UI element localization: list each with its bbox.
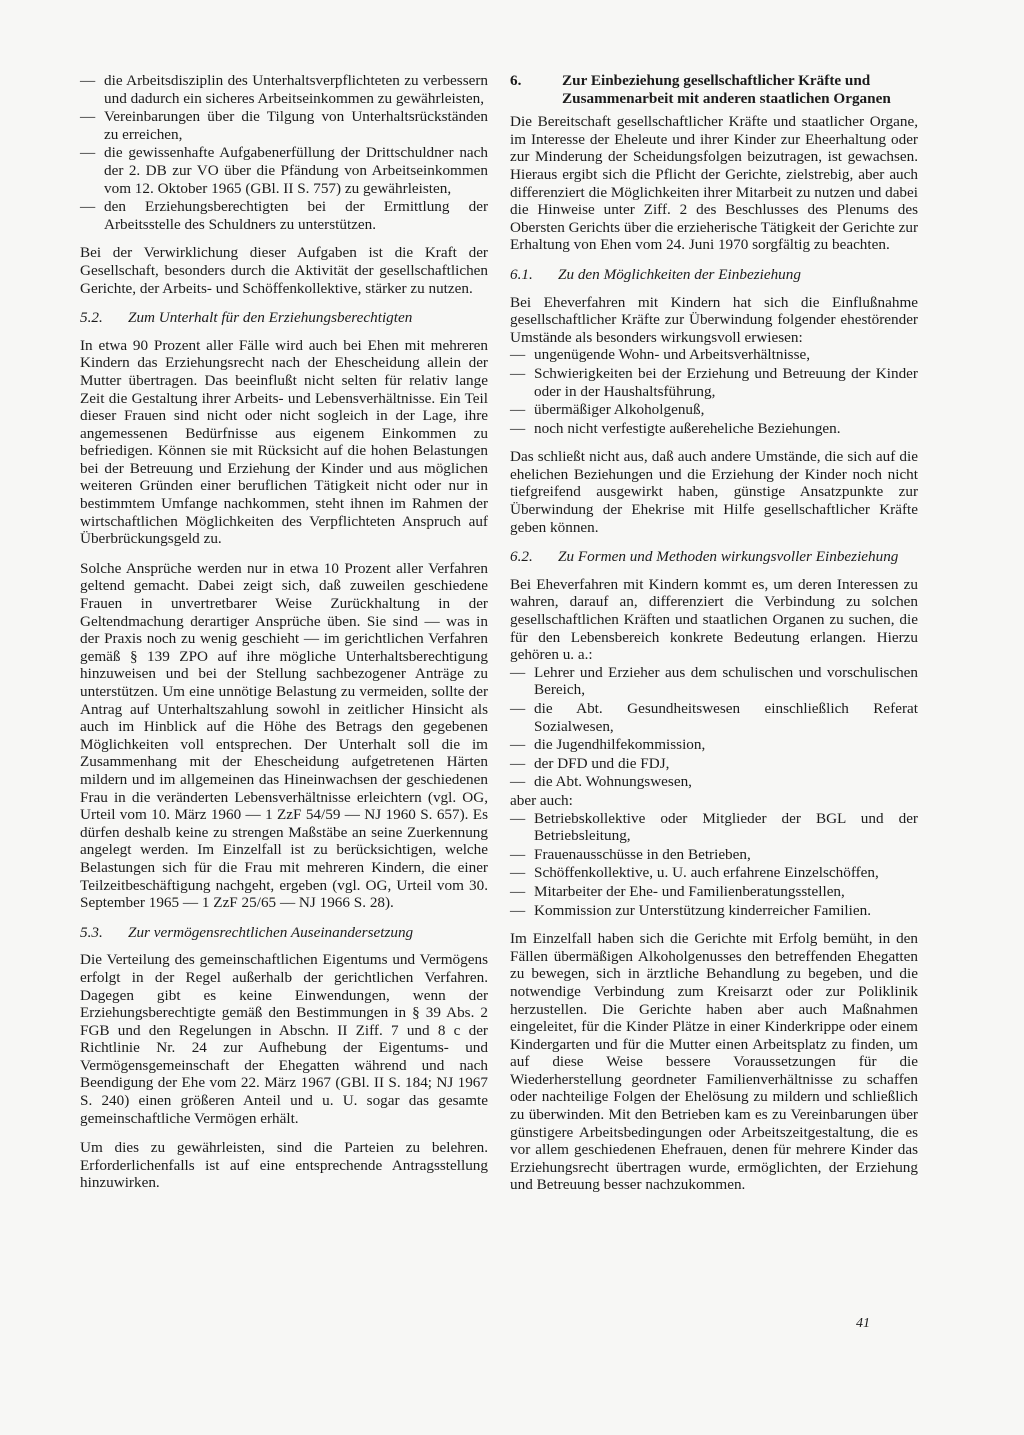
paragraph: Das schließt nicht aus, daß auch andere Umstände, die sich auf die ehelichen Beziehungen und die Erziehung der Kinder noch nicht tiefgreifend ausgewirkt haben, günstige Ansatzpunkte zur Überwindung der Ehekrise mit Hilfe gesellschaftlicher Kräfte geben können. [510, 448, 918, 536]
list-item: — Vereinbarungen über die Tilgung von Unterhaltsrückständen zu erreichen, [80, 108, 488, 143]
section-title: Zur vermögensrechtlichen Auseinandersetzung [128, 923, 414, 941]
section-title: Zum Unterhalt für den Erziehungsberechtigten [128, 309, 413, 327]
list-item: — übermäßiger Alkoholgenuß, [510, 401, 918, 419]
list-item: — Lehrer und Erzieher aus dem schulischen und vorschulischen Bereich, [510, 664, 918, 699]
list-item: — noch nicht verfestigte außereheliche Beziehungen. [510, 420, 918, 438]
list-item: — Mitarbeiter der Ehe- und Familienberatungsstellen, [510, 883, 918, 901]
list-connector: aber auch: [510, 791, 573, 809]
paragraph: Bei Eheverfahren mit Kindern kommt es, um deren Interessen zu wahren, darauf an, differenziert die Verbindung zu solchen gesellschaftlichen Kräften und staatlichen Organen zu suchen, die für den Lebensbereich konkrete Bedeutung erlangen. Hierzu gehören u. a.: [510, 575, 918, 664]
section-number: 6.2. [510, 548, 533, 566]
list-item: — Kommission zur Unterstützung kinderreicher Familien. [510, 902, 918, 920]
section-heading-6-1 [510, 266, 918, 284]
list-item: — Schwierigkeiten bei der Erziehung und Betreuung der Kinder oder in der Haushaltsführung, [510, 365, 918, 400]
list-item: — die gewissenhafte Aufgabenerfüllung der Drittschuldner nach der 2. DB zur VO über die Pfändung von Arbeitseinkommen vom 12. Oktober 1965 (GBl. II S. 757) zu gewährleisten, [80, 144, 488, 197]
institutions-list [510, 664, 918, 791]
paragraph: Im Einzelfall haben sich die Gerichte mit Erfolg bemüht, in den Fällen übermäßigen Alkoholgenusses den betreffenden Ehegatten zu bewegen, sich in ärztliche Behandlung zu begeben, und die notwendige Verbindung zum Kreisarzt oder zur Poliklinik herzustellen. Die Gerichte haben aber auch Maßnahmen eingeleitet, für die Kinder Plätze in einer Kinderkrippe oder einem Kindergarten und für die Mutter einen Arbeitsplatz zu finden, um auf diese Weise bessere Voraussetzungen für die Wiederherstellung geordneter Familienverhältnisse zu schaffen oder nachteilige Folgen der Ehelösung zu mildern und schließlich zu überwinden. Mit den Betrieben kam es zu Vereinbarungen über günstigere Arbeitsbedingungen oder Arbeitszeitgestaltung, die es vor allem geschiedenen Ehefrauen, denen für mehrere Kinder das Erziehungsrecht übertragen wurde, ermöglichten, der Erziehung und Betreuung besser nachzukommen. [510, 930, 918, 1194]
section-number: 5.2. [80, 309, 103, 327]
section-title: Zu Formen und Methoden wirkungsvoller Einbeziehung [558, 548, 899, 566]
list-item: — den Erziehungsberechtigten bei der Ermittlung der Arbeitsstelle des Schuldners zu unterstützen. [80, 198, 488, 233]
list-item: — Frauenausschüsse in den Betrieben, [510, 846, 918, 864]
paragraph: Die Verteilung des gemeinschaftlichen Eigentums und Vermögens erfolgt in der Regel außerhalb der gerichtlichen Verfahren. Dagegen gibt es keine Einwendungen, wenn der Erziehungsberechtigte gemäß den Bestimmungen in § 39 Abs. 2 FGB und den Regelungen in Abschn. II Ziff. 7 und 8 c der Richtlinie Nr. 24 zur Aufhebung der Eigentums- und Vermögensgemeinschaft der Ehegatten während und nach Beendigung der Ehe vom 22. März 1967 (GBl. II S. 184; NJ 1967 S. 240) einen größeren Anteil und u. U. sogar das gesamte gemeinschaftliche Vermögen erhält. [80, 951, 488, 1127]
left-column [80, 72, 488, 1204]
section-heading-5-2 [80, 309, 488, 327]
list-item: — Schöffenkollektive, u. U. auch erfahrene Einzelschöffen, [510, 864, 918, 882]
paragraph: In etwa 90 Prozent aller Fälle wird auch bei Ehen mit mehreren Kindern das Erziehungsrecht nach der Ehescheidung allein der Mutter übertragen. Das beeinflußt nicht selten für relativ lange Zeit die Gestaltung ihrer Arbeits- und Lebensverhältnisse. Ein Teil dieser Frauen sind nicht oder nicht sogleich in der Lage, ihre angemessenen Bedürfnisse aus eigenem Einkommen zu befriedigen. Können sie mit Rücksicht auf die hohen Belastungen bei der Betreuung und Erziehung der Kinder und aus möglichen weiteren Gründen einer beruflichen Tätigkeit nicht oder nur in bestimmtem Umfange nachkommen, steht ihnen im Rahmen der wirtschaftlichen Möglichkeiten des Verpflichteten Anspruch auf Überbrückungsgeld zu. [80, 336, 488, 548]
section-heading-5-3 [80, 924, 488, 942]
list-item: — die Abt. Gesundheitswesen einschließlich Referat Sozialwesen, [510, 700, 918, 735]
circumstances-list [510, 346, 918, 437]
section-title: Zur Einbeziehung gesellschaftlicher Kräfte und Zusammenarbeit mit anderen staatlichen Organen [562, 72, 891, 107]
paragraph: Solche Ansprüche werden nur in etwa 10 Prozent aller Verfahren geltend gemacht. Dabei zeigt sich, daß zuweilen geschiedene Frauen in unvertretbarer Weise Zurückhaltung in der Geltendmachung derartiger Ansprüche üben. Sie sind — was in der Praxis noch zu wenig geschieht — im gerichtlichen Verfahren gemäß § 139 ZPO auf ihre mögliche Unterhaltsberechtigung hinzuweisen und bei der Stellung sachbezogener Anträge zu unterstützen. Um eine unnötige Belastung zu vermeiden, sollte der Antrag auf Unterhaltszahlung sowohl in zeitlicher Hinsicht als auch im Hinblick auf die Höhe des Betrags den gegebenen Möglichkeiten voll entsprechen. Der Unterhalt soll die im Zusammenhang mit der Ehescheidung aufgetretenen Härten mildern und im allgemeinen das Hineinwachsen der geschiedenen Frau in die veränderten Lebensverhältnisse erleichtern (vgl. OG, Urteil vom 10. März 1960 — 1 ZzF 54/59 — NJ 1960 S. 657). Es dürfen deshalb keine zu strengen Maßstäbe an seine Zuerkennung angelegt werden. Im Einzelfall ist zu berücksichtigen, welche Belastungen sich für die Frau mit mehreren Kindern, die einer Teilzeitbeschäftigung nachgeht, ergeben (vgl. OG, Urteil vom 30. September 1965 — 1 ZzF 25/65 — NJ 1966 S. 28). [80, 559, 488, 912]
paragraph: Um dies zu gewährleisten, sind die Parteien zu belehren. Erforderlichenfalls ist auf eine entsprechende Antragsstellung hinzuwirken. [80, 1139, 488, 1192]
paragraph: Bei der Verwirklichung dieser Aufgaben ist die Kraft der Gesellschaft, besonders durch die Aktivität der gesellschaftlichen Gerichte, der Arbeits- und Schöffenkollektive, stärker zu nutzen. [80, 244, 488, 297]
list-item: — die Arbeitsdisziplin des Unterhaltsverpflichteten zu verbessern und dadurch ein sicheres Arbeitseinkommen zu gewährleisten, [80, 72, 488, 107]
paragraph: Bei Eheverfahren mit Kindern hat sich die Einflußnahme gesellschaftlicher Kräfte zur Überwindung folgender ehestörender Umstände als besonders wirkungsvoll erwiesen: [510, 293, 918, 346]
section-title: Zu den Möglichkeiten der Einbeziehung [558, 265, 801, 283]
list-item: — ungenügende Wohn- und Arbeitsverhältnisse, [510, 346, 918, 364]
section-number: 5.3. [80, 923, 103, 941]
list-item: — Betriebskollektive oder Mitglieder der BGL und der Betriebsleitung, [510, 810, 918, 845]
section-number: 6.1. [510, 265, 533, 283]
paragraph: Die Bereitschaft gesellschaftlicher Kräfte und staatlicher Organe, im Interesse der Eheleute und ihrer Kinder zur Eheerhaltung oder zur Minderung der Scheidungsfolgen beizutragen, ist gewachsen. Hieraus ergibt sich die Pflicht der Gerichte, zielstrebig, aber auch differenziert die Möglichkeiten ihrer Mitarbeit zu nutzen und dabei die Hinweise unter Ziff. 2 des Beschlusses des Plenums des Obersten Gerichts über die erzieherische Tätigkeit der Gerichte zur Erhaltung von Ehen vom 24. Juni 1970 sorgfältig zu beachten. [510, 113, 918, 254]
duties-list [80, 72, 488, 233]
section-heading-6 [510, 72, 918, 107]
list-item: — die Jugendhilfekommission, [510, 736, 918, 754]
section-number: 6. [510, 72, 522, 89]
page-number: 41 [856, 1316, 870, 1331]
right-column [510, 72, 918, 1206]
list-item: — die Abt. Wohnungswesen, [510, 773, 918, 791]
section-heading-6-2 [510, 548, 918, 566]
additional-institutions-list [510, 810, 918, 920]
list-item: — der DFD und die FDJ, [510, 755, 918, 773]
